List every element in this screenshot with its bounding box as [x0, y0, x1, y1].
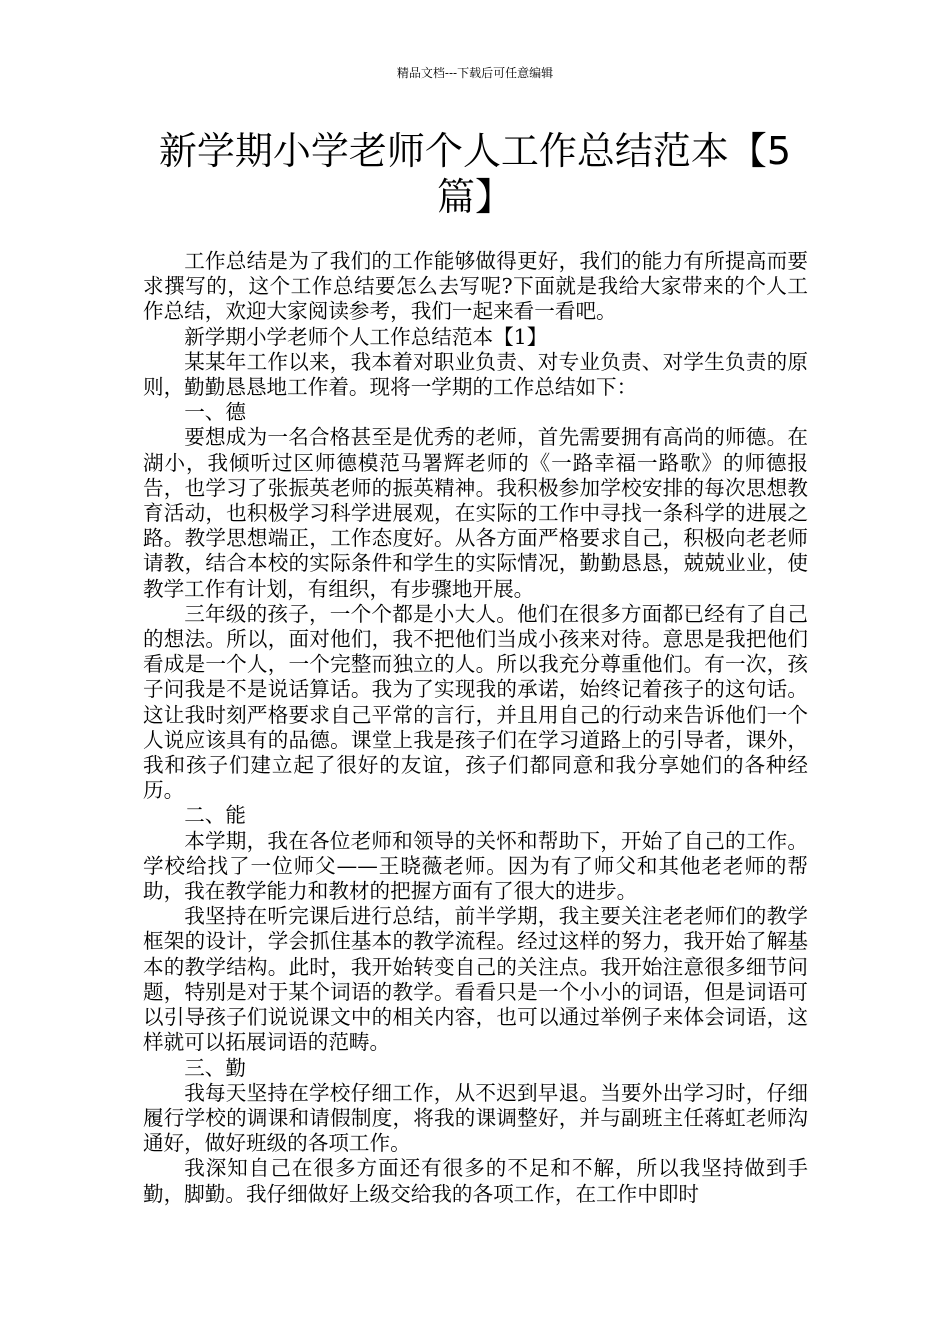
body-paragraph: 本学期，我在各位老师和领导的关怀和帮助下，开始了自己的工作。学校给找了一位师父——王晓薇老师。因为有了师父和其他老老师的帮助，我在教学能力和教材的把握方面有了很大的进步。	[143, 828, 808, 904]
document-body	[143, 249, 808, 1207]
intro-paragraph: 工作总结是为了我们的工作能够做得更好，我们的能力有所提高而要求撰写的，这个工作总结要怎么去写呢?下面就是我给大家带来的个人工作总结，欢迎大家阅读参考，我们一起来看一看吧。	[143, 249, 808, 324]
section-heading-neng: 二、能	[184, 803, 246, 828]
body-paragraph: 某某年工作以来，我本着对职业负责、对专业负责、对学生负责的原则，勤勤恳恳地工作着。现将一学期的工作总结如下：	[143, 349, 808, 400]
header-note: 精品文档---下载后可任意编辑	[396, 66, 554, 80]
body-paragraph: 我深知自己在很多方面还有很多的不足和不解，所以我坚持做到手勤，脚勤。我仔细做好上级交给我的各项工作，在工作中即时	[143, 1156, 808, 1206]
body-paragraph: 三年级的孩子，一个个都是小大人。他们在很多方面都已经有了自己的想法。所以，面对他们，我不把他们当成小孩来对待。意思是我把他们看成是一个人，一个完整而独立的人。所以我充分尊重他们。有一次，孩子问我是不是说话算话。我为了实现我的承诺，始终记着孩子的这句话。这让我时刻严格要求自己平常的言行，并且用自己的行动来告诉他们一个人说应该具有的品德。课堂上我是孩子们在学习道路上的引导者，课外，我和孩子们建立起了很好的友谊，孩子们都同意和我分享她们的各种经历。	[143, 601, 808, 803]
document-title: 新学期小学老师个人工作总结范本【5篇】	[158, 129, 792, 219]
body-paragraph: 我每天坚持在学校仔细工作，从不迟到早退。当要外出学习时，仔细履行学校的调课和请假制度，将我的课调整好，并与副班主任蒋虹老师沟通好，做好班级的各项工作。	[143, 1080, 808, 1156]
section-heading: 新学期小学老师个人工作总结范本【1】	[184, 324, 548, 349]
body-paragraph: 要想成为一名合格甚至是优秀的老师，首先需要拥有高尚的师德。在湖小，我倾听过区师德模范马署辉老师的《一路幸福一路歌》的师德报告，也学习了张振英老师的振英精神。我积极参加学校安排的每次思想教育活动，也积极学习科学进展观，在实际的工作中寻找一条科学的进展之路。教学思想端正，工作态度好。从各方面严格要求自己，积极向老老师请教，结合本校的实际条件和学生的实际情况，勤勤恳恳，兢兢业业，使教学工作有计划，有组织，有步骤地开展。	[143, 425, 808, 601]
section-heading-qin: 三、勤	[184, 1055, 246, 1080]
section-heading-de: 一、德	[184, 400, 246, 425]
body-paragraph: 我坚持在听完课后进行总结，前半学期，我主要关注老老师们的教学框架的设计，学会抓住基本的教学流程。经过这样的努力，我开始了解基本的教学结构。此时，我开始转变自己的关注点。我开始注意很多细节问题，特别是对于某个词语的教学。看看只是一个小小的词语，但是词语可以引导孩子们说说课文中的相关内容，也可以通过举例子来体会词语，这样就可以拓展词语的范畴。	[143, 904, 808, 1055]
